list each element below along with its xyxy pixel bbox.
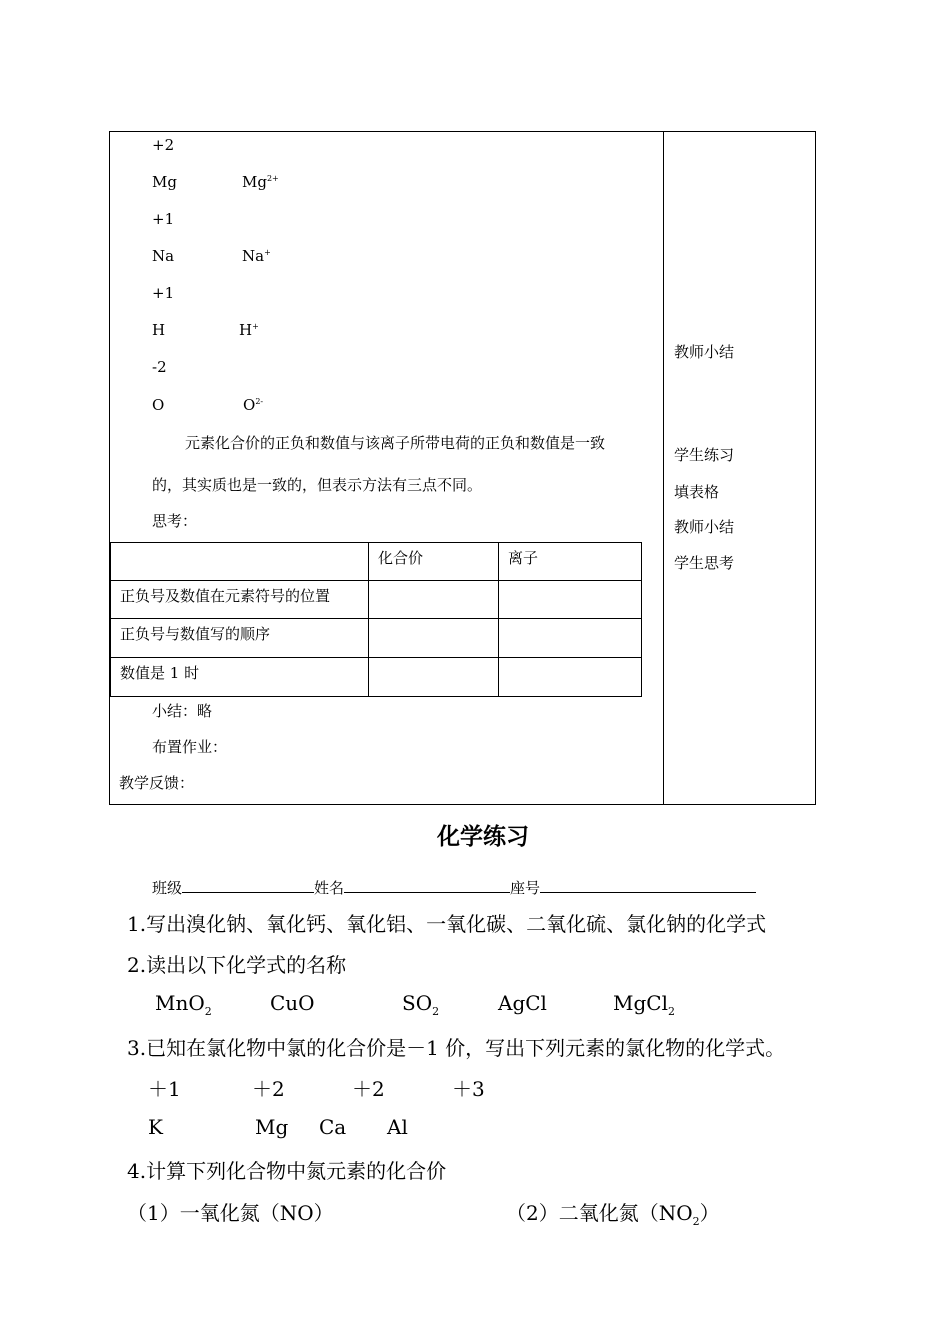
- ion-symbol: $Mg^{2+}$: [242, 173, 279, 191]
- question-3: 3.已知在氯化物中氯的化合价是－1 价，写出下列元素的氯化物的化学式。: [127, 1036, 786, 1060]
- seat-label: 座号: [510, 879, 541, 897]
- valence-mark: ＋2: [252, 1077, 285, 1101]
- seat-blank: [540, 876, 756, 893]
- table-header-cell: 离子: [499, 543, 642, 581]
- valence-label: -2: [152, 358, 167, 376]
- feedback-text: 教学反馈：: [119, 774, 195, 792]
- side-note: 学生思考: [674, 554, 735, 572]
- question-4-part-2: （2）二氧化氮$(NO_2)$: [506, 1201, 720, 1228]
- question-2: 2.读出以下化学式的名称: [127, 953, 347, 977]
- comparison-table: [110, 542, 642, 697]
- formula: CuO: [270, 991, 315, 1015]
- table-header-cell: 化合价: [369, 543, 499, 581]
- question-1: 1.写出溴化钠、氧化钙、氧化铝、一氧化碳、二氧化硫、氯化钠的化学式: [127, 912, 767, 936]
- element-symbol: H: [152, 321, 166, 339]
- table-cell: [499, 581, 642, 619]
- element-symbol: K: [148, 1115, 163, 1139]
- valence-label: +2: [152, 136, 175, 154]
- table-row: [111, 619, 642, 658]
- table-cell: [369, 581, 499, 619]
- table-cell: 正负号与数值写的顺序: [111, 619, 369, 658]
- table-cell: 正负号及数值在元素符号的位置: [111, 581, 369, 619]
- side-note: 填表格: [674, 483, 720, 501]
- element-symbol: Mg: [255, 1115, 289, 1139]
- table-cell: [369, 658, 499, 697]
- class-blank: [182, 876, 314, 893]
- ion-symbol: Na+: [242, 247, 271, 265]
- element-symbol: Na: [152, 247, 175, 265]
- side-note: 教师小结: [674, 343, 735, 361]
- exercise-title: 化学练习: [437, 824, 529, 850]
- element-symbol: Ca: [319, 1115, 347, 1139]
- question-4-part-1: （1）一氧化氮（NO）: [127, 1201, 334, 1225]
- valence-mark: ＋3: [452, 1077, 485, 1101]
- element-symbol: Al: [387, 1115, 408, 1139]
- paragraph-line: 的，其实质也是一致的，但表示方法有三点不同。: [152, 476, 483, 494]
- table-cell: [499, 619, 642, 658]
- paragraph-line: 元素化合价的正负和数值与该离子所带电荷的正负和数值是一致: [185, 434, 606, 452]
- valence-mark: ＋1: [148, 1077, 181, 1101]
- formula: $SO_2$: [402, 991, 440, 1018]
- table-cell: [499, 658, 642, 697]
- homework-text: 布置作业：: [152, 738, 228, 756]
- lesson-table: [109, 131, 816, 805]
- element-symbol: O: [152, 396, 165, 414]
- formula: MnO$_2$: [155, 991, 212, 1018]
- table-row: [111, 581, 642, 619]
- element-symbol: Mg: [152, 173, 177, 191]
- name-label: 姓名: [314, 879, 345, 897]
- formula: AgCl: [498, 991, 547, 1015]
- student-info-line: [152, 876, 756, 898]
- table-cell: [369, 619, 499, 658]
- name-blank: [344, 876, 510, 893]
- question-4: 4.计算下列化合物中氮元素的化合价: [127, 1159, 447, 1183]
- table-row: [111, 658, 642, 697]
- side-note: 教师小结: [674, 518, 735, 536]
- think-label: 思考：: [152, 512, 198, 530]
- table-header-cell: [111, 543, 369, 581]
- summary-text: 小结：略: [152, 702, 213, 720]
- valence-label: +1: [152, 210, 175, 228]
- valence-mark: ＋2: [352, 1077, 385, 1101]
- ion-symbol: H+: [239, 321, 259, 339]
- side-note: 学生练习: [674, 446, 735, 464]
- formula: MgCl$_2$: [613, 991, 675, 1018]
- column-divider: [663, 131, 664, 805]
- table-cell: 数值是 1 时: [111, 658, 369, 697]
- class-label: 班级: [152, 879, 183, 897]
- ion-symbol: $O^{2-}$: [243, 396, 264, 414]
- valence-label: +1: [152, 284, 175, 302]
